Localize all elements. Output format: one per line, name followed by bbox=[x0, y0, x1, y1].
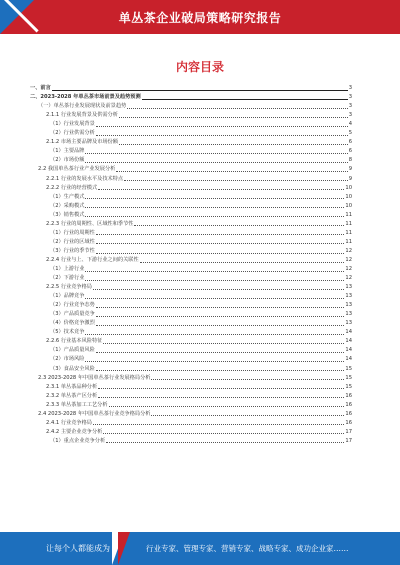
toc-entry-label: 2.3.1 单丛茶品种分析 bbox=[46, 383, 98, 390]
toc-entry-label: 2.2.1 行业的发展水平及技术特点 bbox=[46, 175, 124, 182]
toc-leader-dots bbox=[142, 99, 348, 100]
toc-entry-label: （3）食品安全风险 bbox=[50, 365, 95, 372]
toc-entry-page: 15 bbox=[345, 365, 352, 372]
toc-entry-page: 14 bbox=[345, 338, 352, 345]
toc-entry-label: （3）行业的季节性 bbox=[50, 247, 95, 254]
toc-entry[interactable] bbox=[30, 165, 352, 174]
toc-leader-dots bbox=[85, 207, 344, 208]
toc-entry[interactable] bbox=[30, 247, 352, 256]
toc-entry-label: 2.2.6 行业基本风险特征 bbox=[46, 338, 103, 345]
toc-entry-page: 15 bbox=[345, 383, 352, 390]
toc-entry-label: 一、前言 bbox=[30, 85, 51, 92]
toc-entry-label: （4）价格竞争激烈 bbox=[50, 320, 95, 327]
toc-entry-page: 5 bbox=[348, 130, 352, 137]
toc-entry-page: 16 bbox=[345, 401, 352, 408]
toc-entry-label: （2）行业供需分析 bbox=[50, 130, 95, 137]
toc-entry-label: （2）市场风险 bbox=[50, 356, 85, 363]
toc-entry-page: 6 bbox=[348, 139, 352, 146]
report-footer bbox=[0, 532, 400, 565]
toc-entry-page: 3 bbox=[348, 103, 352, 110]
toc-entry[interactable] bbox=[30, 84, 352, 93]
toc-entry[interactable] bbox=[30, 346, 352, 355]
toc-entry-page: 16 bbox=[345, 392, 352, 399]
toc-entry-label: （1）生产模式 bbox=[50, 193, 85, 200]
toc-entry[interactable] bbox=[30, 256, 352, 265]
toc-entry[interactable] bbox=[30, 328, 352, 337]
toc-entry-label: 2.2.5 行业竞争格局 bbox=[46, 284, 92, 291]
toc-entry[interactable] bbox=[30, 274, 352, 283]
toc-entry[interactable] bbox=[30, 193, 352, 202]
toc-entry-page: 13 bbox=[345, 302, 352, 309]
toc-entry-label: （1）品牌竞争 bbox=[50, 293, 85, 300]
toc-entry-page: 9 bbox=[348, 175, 352, 182]
toc-entry-page: 11 bbox=[345, 238, 352, 245]
toc-leader-dots bbox=[98, 397, 344, 398]
toc-entry-label: 2.4 2023-2028 年中国单丛茶行业竞争格局分析 bbox=[38, 410, 151, 417]
toc-entry-label: （一）单丛茶行业发展现状及前景趋势 bbox=[38, 103, 127, 110]
toc-leader-dots bbox=[96, 243, 345, 244]
toc-leader-dots bbox=[85, 280, 344, 281]
toc-entry-label: （1）行业发展背景 bbox=[50, 121, 95, 128]
toc-leader-dots bbox=[98, 189, 344, 190]
toc-leader-dots bbox=[85, 298, 344, 299]
toc-leader-dots bbox=[96, 352, 345, 353]
toc-leader-dots bbox=[85, 271, 344, 272]
toc-leader-dots bbox=[96, 253, 345, 254]
toc-entry-page: 9 bbox=[348, 166, 352, 173]
toc-entry[interactable] bbox=[30, 265, 352, 274]
toc-entry-label: 2.2.3 行业的周期性、区域性和季节性 bbox=[46, 220, 134, 227]
toc-leader-dots bbox=[85, 334, 344, 335]
toc-entry-label: （2）市场份额 bbox=[50, 157, 85, 164]
toc-leader-dots bbox=[96, 370, 345, 371]
toc-entry[interactable] bbox=[30, 292, 352, 301]
toc-entry-page: 11 bbox=[345, 220, 352, 227]
toc-entry-page: 16 bbox=[345, 410, 352, 417]
toc-entry[interactable] bbox=[30, 337, 352, 346]
toc-entry[interactable] bbox=[30, 174, 352, 183]
toc-entry[interactable] bbox=[30, 419, 352, 428]
toc-entry[interactable] bbox=[30, 220, 352, 229]
toc-entry[interactable] bbox=[30, 410, 352, 419]
toc-leader-dots bbox=[116, 171, 347, 172]
toc-entry-label: （1）产品质量风险 bbox=[50, 347, 95, 354]
toc-entry-label: （3）销售模式 bbox=[50, 211, 85, 218]
toc-leader-dots bbox=[106, 442, 344, 443]
toc-entry-label: （5）技术竞争 bbox=[50, 329, 85, 336]
toc-entry-page: 12 bbox=[345, 256, 352, 263]
toc-leader-dots bbox=[96, 135, 348, 136]
toc-entry[interactable] bbox=[30, 147, 352, 156]
toc-entry-label: 2.2 我国单丛茶行业产业发展分析 bbox=[38, 166, 116, 173]
toc-entry-label: （2）采购模式 bbox=[50, 202, 85, 209]
toc-leader-dots bbox=[109, 406, 345, 407]
toc-entry[interactable] bbox=[30, 120, 352, 129]
toc-entry[interactable] bbox=[30, 301, 352, 310]
toc-entry-label: 2.2.2 行业的经营模式 bbox=[46, 184, 98, 191]
toc-leader-dots bbox=[124, 180, 348, 181]
toc-leader-dots bbox=[151, 415, 344, 416]
toc-leader-dots bbox=[134, 225, 344, 226]
toc-entry-page: 14 bbox=[345, 347, 352, 354]
toc-leader-dots bbox=[98, 388, 344, 389]
toc-entry[interactable] bbox=[30, 437, 352, 446]
toc-leader-dots bbox=[85, 198, 344, 199]
toc-entry-label: 2.3.2 单丛茶产区分析 bbox=[46, 392, 98, 399]
toc-entry[interactable] bbox=[30, 319, 352, 328]
toc-entry-label: （2）行业竞争态势 bbox=[50, 302, 95, 309]
toc-entry-label: （1）重点企业竞争分析 bbox=[50, 437, 106, 444]
toc-entry[interactable] bbox=[30, 129, 352, 138]
toc-entry[interactable] bbox=[30, 355, 352, 364]
toc-entry-page: 3 bbox=[348, 94, 352, 101]
toc-entry[interactable] bbox=[30, 310, 352, 319]
toc-leader-dots bbox=[119, 144, 348, 145]
toc-entry-page: 12 bbox=[345, 247, 352, 254]
toc-leader-dots bbox=[127, 108, 347, 109]
toc-entry-page: 10 bbox=[345, 193, 352, 200]
toc-entry-page: 13 bbox=[345, 320, 352, 327]
toc-entry-page: 16 bbox=[345, 419, 352, 426]
toc-entry-page: 8 bbox=[348, 157, 352, 164]
report-title: 单丛茶企业破局策略研究报告 bbox=[118, 11, 282, 25]
toc-entry-page: 13 bbox=[345, 284, 352, 291]
toc-entry-label: （3）产品质量竞争 bbox=[50, 311, 95, 318]
toc-entry-page: 17 bbox=[345, 437, 352, 444]
toc-entry-page: 13 bbox=[345, 311, 352, 318]
toc-entry-page: 4 bbox=[348, 121, 352, 128]
report-header bbox=[0, 0, 400, 34]
footer-divider-red bbox=[118, 532, 130, 565]
toc-entry-label: 2.4.2 主要企业竞争分析 bbox=[46, 428, 103, 435]
toc-leader-dots bbox=[85, 153, 347, 154]
toc-entry-label: （2）下游行业 bbox=[50, 275, 85, 282]
toc-entry-page: 10 bbox=[345, 184, 352, 191]
toc-entry[interactable] bbox=[30, 392, 352, 401]
toc-leader-dots bbox=[103, 433, 344, 434]
toc-entry-label: 2.1.1 行业发展背景及供需分析 bbox=[46, 112, 118, 119]
toc-entry[interactable] bbox=[30, 184, 352, 193]
toc-entry[interactable] bbox=[30, 211, 352, 220]
toc-entry-page: 12 bbox=[345, 265, 352, 272]
toc-leader-dots bbox=[96, 307, 345, 308]
toc-entry[interactable] bbox=[30, 364, 352, 373]
toc-heading: 内容目录 bbox=[175, 60, 224, 74]
toc-entry[interactable] bbox=[30, 138, 352, 147]
toc-entry[interactable] bbox=[30, 428, 352, 437]
toc-entry[interactable] bbox=[30, 111, 352, 120]
toc-entry[interactable] bbox=[30, 374, 352, 383]
toc-leader-dots bbox=[85, 216, 344, 217]
toc-entry-page: 13 bbox=[345, 293, 352, 300]
toc-entry-label: （2）行业的区域性 bbox=[50, 238, 95, 245]
toc-entry-label: 二、2023-2028 年单丛茶市场前景及趋势预测 bbox=[30, 94, 141, 101]
toc-entry-page: 6 bbox=[348, 148, 352, 155]
toc-entry-page: 10 bbox=[345, 202, 352, 209]
toc-entry-page: 3 bbox=[348, 85, 352, 92]
toc-entry[interactable] bbox=[30, 102, 352, 111]
toc-entry-page: 14 bbox=[345, 329, 352, 336]
toc-leader-dots bbox=[93, 424, 344, 425]
toc-entry-page: 11 bbox=[345, 229, 352, 236]
toc-leader-dots bbox=[52, 90, 348, 91]
toc-entry-label: 2.1.2 市场主要品牌及市场份额 bbox=[46, 139, 118, 146]
toc-entry[interactable] bbox=[30, 229, 352, 238]
toc-entry-label: 2.3.3 单丛茶加工工艺分析 bbox=[46, 401, 108, 408]
toc-leader-dots bbox=[119, 117, 348, 118]
toc-entry-label: 2.4.1 行业竞争格局 bbox=[46, 419, 92, 426]
toc-leader-dots bbox=[85, 361, 344, 362]
toc-entry-page: 3 bbox=[348, 112, 352, 119]
toc-entry-label: 2.3 2023-2028 年中国单丛茶行业发展格局分析 bbox=[38, 374, 151, 381]
toc-entry-label: （1）主要品牌 bbox=[50, 148, 85, 155]
toc-entry[interactable] bbox=[30, 156, 352, 165]
toc-entry-page: 17 bbox=[345, 428, 352, 435]
toc-entry-label: （1）行业的周期性 bbox=[50, 229, 95, 236]
toc-leader-dots bbox=[140, 262, 345, 263]
toc-leader-dots bbox=[93, 289, 344, 290]
toc-entry-page: 14 bbox=[345, 356, 352, 363]
footer-tagline: 行业专家、管理专家、营销专家、战略专家、成功企业家…… bbox=[146, 544, 349, 553]
toc-entry[interactable] bbox=[30, 401, 352, 410]
toc-entry-label: 2.2.4 行业与上、下游行业之间的关联性 bbox=[46, 256, 139, 263]
toc-entry[interactable] bbox=[30, 383, 352, 392]
toc-entry[interactable] bbox=[30, 238, 352, 247]
toc-entry-page: 15 bbox=[345, 374, 352, 381]
footer-slogan: 让每个人都能成为 bbox=[46, 544, 110, 553]
toc-entry[interactable] bbox=[30, 283, 352, 292]
toc-entry[interactable] bbox=[30, 93, 352, 102]
table-of-contents bbox=[30, 84, 352, 446]
toc-entry-label: （1）上游行业 bbox=[50, 265, 85, 272]
toc-leader-dots bbox=[85, 162, 347, 163]
toc-leader-dots bbox=[96, 316, 345, 317]
toc-leader-dots bbox=[96, 234, 345, 235]
toc-leader-dots bbox=[103, 343, 344, 344]
toc-leader-dots bbox=[151, 379, 344, 380]
toc-entry-page: 11 bbox=[345, 211, 352, 218]
toc-leader-dots bbox=[96, 126, 348, 127]
toc-entry-page: 12 bbox=[345, 275, 352, 282]
toc-entry[interactable] bbox=[30, 202, 352, 211]
toc-leader-dots bbox=[96, 325, 345, 326]
